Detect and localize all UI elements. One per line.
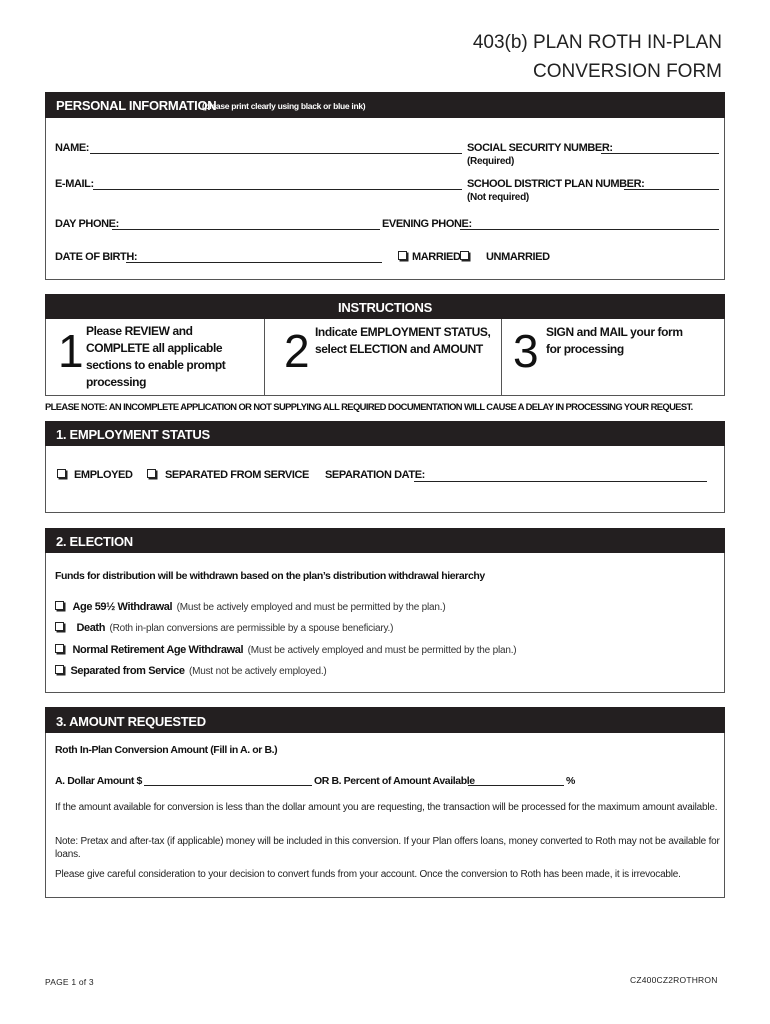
separated-checkbox[interactable] (147, 469, 156, 478)
death-note: (Roth in-plan conversions are permissible by a spouse beneficiary.) (109, 623, 394, 634)
step-text-3: SIGN and MAIL your form for processing (546, 325, 683, 356)
dob-label: DATE OF BIRTH: (55, 251, 138, 263)
step-number-1: 1 (58, 325, 84, 377)
election-option-death (55, 618, 393, 636)
instructions-divider-2 (501, 319, 502, 396)
unmarried-checkbox[interactable] (460, 251, 469, 260)
election-heading: 2. ELECTION (56, 534, 133, 549)
age-withdrawal-note: (Must be actively employed and must be permitted by the plan.) (176, 602, 446, 613)
district-plan-field[interactable] (624, 189, 719, 190)
employed-label: EMPLOYED (74, 469, 133, 481)
amount-heading: 3. AMOUNT REQUESTED (56, 714, 206, 729)
amount-note-1: If the amount available for conversion is less than the dollar amount you are requesting, the transaction will be processed for the maximum amount available. (55, 802, 718, 813)
election-option-separated (55, 661, 327, 679)
election-option-age (55, 597, 445, 615)
percent-label: OR B. Percent of Amount Available (314, 775, 475, 787)
separated-service-label: Separated from Service (70, 665, 185, 677)
separated-service-checkbox[interactable] (55, 665, 64, 674)
instructions-divider-1 (264, 319, 265, 396)
employment-header (45, 421, 725, 446)
amount-note-2: Note: Pretax and after-tax (if applicable) money will be included in this conversion. If your Plan offers loans, money converted to Roth may not be available for loans. (55, 836, 720, 860)
employment-heading: 1. EMPLOYMENT STATUS (56, 427, 210, 442)
married-label: MARRIED (412, 251, 461, 263)
instructions-header (45, 294, 725, 319)
election-option-normal-retirement (55, 640, 516, 658)
normal-retirement-label: Normal Retirement Age Withdrawal (72, 644, 244, 656)
evening-phone-label: EVENING PHONE: (382, 218, 472, 230)
amount-note-3: Please give careful consideration to your decision to convert funds from your account. Once the conversion to Roth has been made, it is irrevocable. (55, 869, 681, 880)
election-intro: Funds for distribution will be withdrawn based on the plan’s distribution withdrawal hierarchy (55, 570, 485, 582)
form-title (473, 28, 722, 86)
death-label: Death (76, 622, 106, 634)
age-withdrawal-checkbox[interactable] (55, 601, 64, 610)
ssn-label: SOCIAL SECURITY NUMBER: (467, 142, 613, 154)
separation-date-field[interactable] (414, 481, 707, 482)
dob-field[interactable] (126, 262, 382, 263)
personal-info-heading-note: (please print clearly using black or blue ink) (202, 101, 366, 111)
death-checkbox[interactable] (55, 622, 64, 631)
district-not-required-note: (Not required) (467, 192, 529, 203)
form-code: CZ400CZ2ROTHRON (630, 975, 718, 985)
amount-header (45, 707, 725, 733)
percent-field[interactable] (468, 785, 564, 786)
step-number-3: 3 (513, 325, 539, 377)
unmarried-label: UNMARRIED (486, 251, 550, 263)
age-withdrawal-label: Age 59½ Withdrawal (72, 601, 173, 613)
form-title-line2: CONVERSION FORM (533, 61, 722, 82)
separated-label: SEPARATED FROM SERVICE (165, 469, 309, 481)
personal-info-header (45, 92, 725, 118)
please-note: PLEASE NOTE: AN INCOMPLETE APPLICATION OR NOT SUPPLYING ALL REQUIRED DOCUMENTATION WILL CAUSE A DELAY IN PROCESSING YOUR REQUEST. (45, 401, 693, 412)
normal-retirement-note: (Must be actively employed and must be permitted by the plan.) (247, 645, 517, 656)
married-checkbox[interactable] (398, 251, 407, 260)
email-label: E-MAIL: (55, 178, 94, 190)
step-text-2: Indicate EMPLOYMENT STATUS, select ELECTION and AMOUNT (315, 325, 491, 356)
ssn-field[interactable] (601, 153, 719, 154)
ssn-required-note: (Required) (467, 156, 515, 167)
day-phone-field[interactable] (112, 229, 380, 230)
percent-sign: % (566, 775, 575, 787)
page-number: PAGE 1 of 3 (45, 977, 94, 987)
dollar-amount-label: A. Dollar Amount $ (55, 775, 142, 787)
instructions-heading: INSTRUCTIONS (338, 300, 432, 315)
evening-phone-field[interactable] (460, 229, 719, 230)
normal-retirement-checkbox[interactable] (55, 644, 64, 653)
step-text-1: Please REVIEW and COMPLETE all applicable sections to enable prompt processing (86, 324, 226, 389)
day-phone-label: DAY PHONE: (55, 218, 119, 230)
separation-date-label: SEPARATION DATE: (325, 469, 425, 481)
email-field[interactable] (93, 189, 462, 190)
dollar-amount-field[interactable] (144, 785, 312, 786)
personal-info-heading: PERSONAL INFORMATION (56, 98, 217, 113)
amount-subheading: Roth In-Plan Conversion Amount (Fill in A. or B.) (55, 744, 278, 756)
separated-service-note: (Must not be actively employed.) (189, 666, 327, 677)
step-number-2: 2 (284, 325, 310, 377)
election-header (45, 528, 725, 553)
employed-checkbox[interactable] (57, 469, 66, 478)
district-plan-label: SCHOOL DISTRICT PLAN NUMBER: (467, 178, 645, 190)
name-field[interactable] (90, 153, 462, 154)
name-label: NAME: (55, 142, 90, 154)
form-title-line1: 403(b) PLAN ROTH IN-PLAN (472, 32, 722, 53)
